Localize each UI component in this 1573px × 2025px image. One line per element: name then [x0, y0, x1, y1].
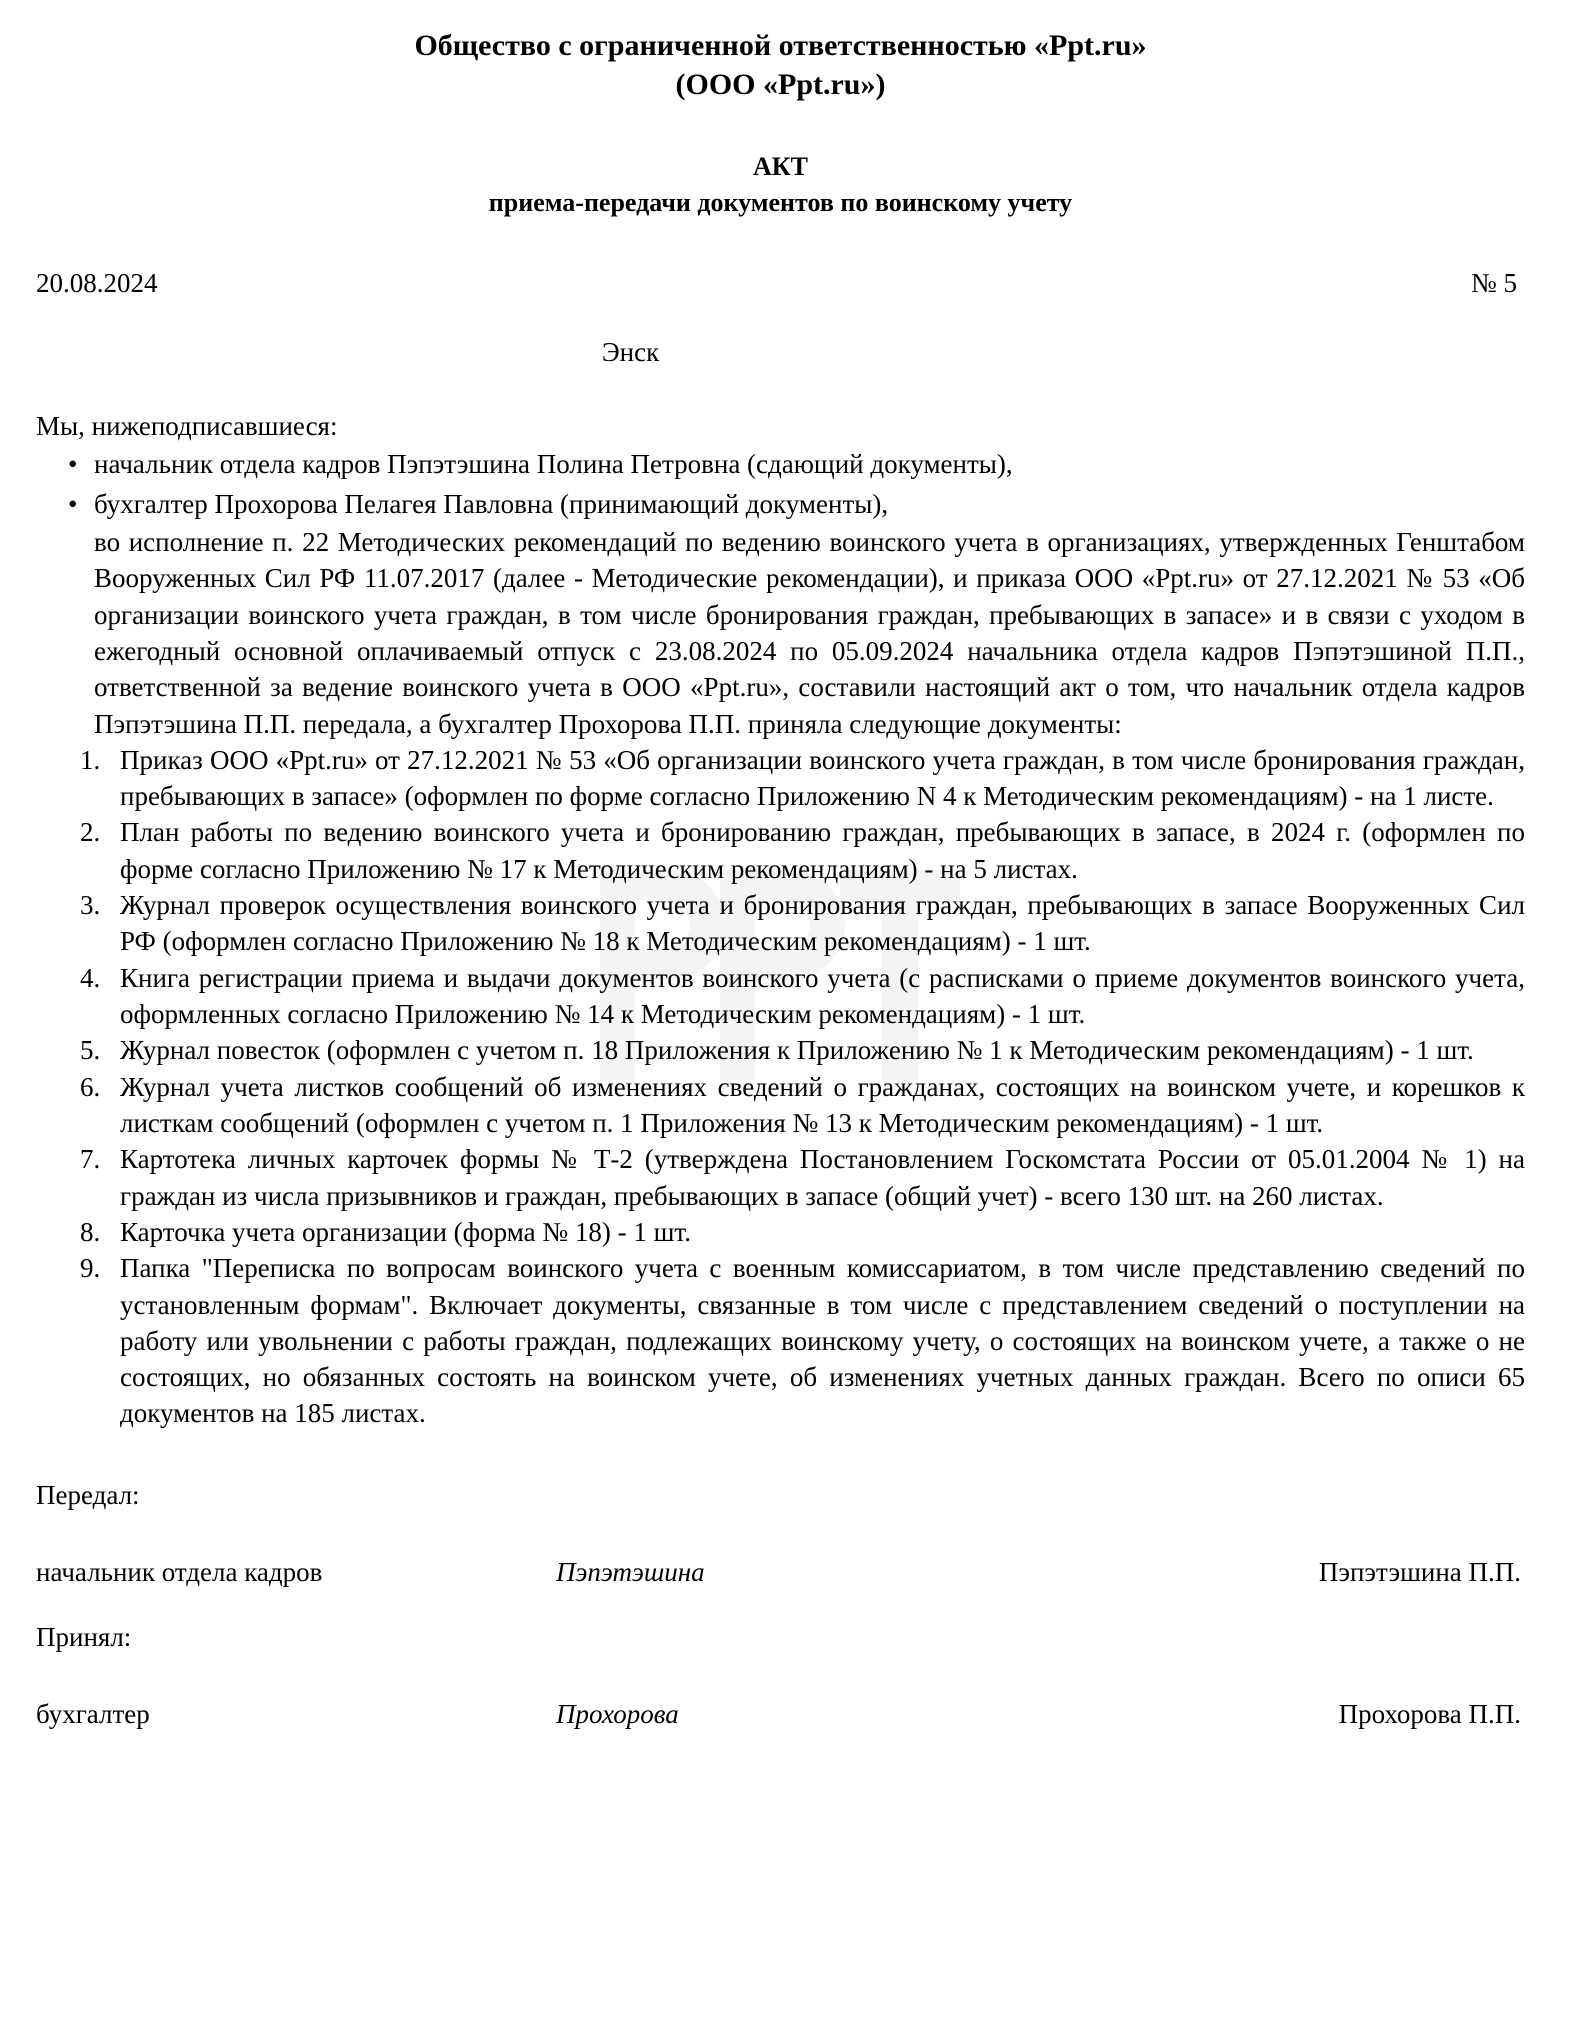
signatory-text: бухгалтер Прохорова Пелагея Павловна (принимающий документы), — [94, 488, 889, 519]
received-label: Принял: — [36, 1621, 132, 1652]
document-item-text: Журнал учета листков сообщений об изменениях сведений о гражданах, состоящих на воинском учете, и корешков к листкам сообщений (оформлен с учетом п. 1 Приложения № 13 к Методическим рекомендациям) - 1 шт. — [120, 1071, 1525, 1138]
list-item — [36, 486, 1525, 522]
intro-lead: Мы, нижеподписавшиеся: — [36, 410, 338, 441]
documents-list — [36, 742, 1525, 1432]
document-item-text: Карточка учета организации (форма № 18) - 1 шт. — [120, 1216, 691, 1247]
act-title: АКТ — [753, 152, 808, 181]
signature-spacer — [36, 1588, 1525, 1622]
bullet-icon: • — [68, 488, 78, 519]
document-item-text: Приказ ООО «Ppt.ru» от 27.12.2021 № 53 «Об организации воинского учета граждан, в том числе бронирования граждан, пребывающих в запасе» (оформлен по форме согласно Приложению N 4 к Методическим рекомендациям) - на 1 листе. — [120, 744, 1525, 812]
organization-title — [36, 26, 1525, 104]
act-subtitle: приема-передачи документов по воинскому учету — [488, 187, 1073, 217]
handed-over-name: Пэпэтэшина П.П. — [1318, 1556, 1521, 1587]
signature-section — [36, 1480, 1525, 1730]
document-item-text: Журнал повесток (оформлен с учетом п. 18 Приложения к Приложению № 1 к Методическим рекомендациям) - 1 шт. — [120, 1035, 1474, 1066]
bullet-icon: • — [68, 448, 78, 479]
list-item — [36, 960, 1525, 1033]
list-item — [36, 1032, 1525, 1068]
organization-short-name: (ООО «Ppt.ru») — [675, 68, 886, 101]
list-item — [36, 446, 1525, 482]
document-item-text: Книга регистрации приема и выдачи документов воинского учета (с расписками о приеме документов воинского учета, оформленных согласно Приложению № 14 к Методическим рекомендациям) - 1 шт. — [120, 962, 1525, 1029]
document-number: № 5 — [1470, 267, 1517, 298]
document-date: 20.08.2024 — [36, 267, 158, 298]
list-item — [36, 1141, 1525, 1214]
handed-over-label: Передал: — [36, 1479, 140, 1510]
signatory-list — [36, 446, 1525, 522]
handed-over-signature: Пэпэтэшина — [556, 1556, 705, 1587]
act-heading — [36, 150, 1525, 220]
document-city: Энск — [601, 336, 660, 367]
document-item-text: Журнал проверок осуществления воинского учета и бронирования граждан, пребывающих в запасе Вооруженных Сил РФ (оформлен согласно Приложению № 18 к Методическим рекомендациям) - 1 шт. — [120, 890, 1525, 957]
received-role: бухгалтер — [36, 1698, 150, 1729]
document-item-text: Папка "Переписка по вопросам воинского учета с военным комиссариатом, в том числе представлению сведений по установленным формам". Включает документы, связанные в том числе с представлением сведений о поступлении на работу или увольнении с работы граждан, подлежащих воинскому учету, о состоящих на воинском учете, а также о не состоящих, но обязанных состоять на воинском учете, об изменениях учетных данных граждан. Всего по описи 65 документов на 185 листах. — [120, 1253, 1525, 1429]
preamble-paragraph: во исполнение п. 22 Методических рекомендаций по ведению воинского учета в организациях, утвержденных Генштабом Вооруженных Сил РФ 11.07.2017 (далее - Методические рекомендации), и приказа ООО «Ppt.ru» от 27.12.2021 № 53 «Об организации воинского учета граждан, в том числе бронирования граждан, пребывающих в запасе» и в связи с уходом в ежегодный основной оплачиваемый отпуск с 23.08.2024 по 05.09.2024 начальника отдела кадров Пэпэтэшиной П.П., ответственной за ведение воинского учета в ООО «Ppt.ru», составили настоящий акт о том, что начальник отдела кадров Пэпэтэшина П.П. передала, а бухгалтер Прохорова П.П. приняла следующие документы: — [94, 526, 1525, 739]
document-item-text: Картотека личных карточек формы № Т-2 (утверждена Постановлением Госкомстата России от 05.01.2004 № 1) на граждан из числа призывников и граждан, пребывающих в запасе (общий учет) - всего 130 шт. на 260 листах. — [120, 1144, 1525, 1211]
received-signature: Прохорова — [556, 1698, 679, 1729]
signatory-text: начальник отдела кадров Пэпэтэшина Полина Петровна (сдающий документы), — [94, 448, 1013, 479]
organization-full-name: Общество с ограниченной ответственностью «Ppt.ru» — [414, 29, 1147, 62]
list-item — [36, 1250, 1525, 1432]
document-meta-row — [36, 268, 1525, 299]
list-item — [36, 814, 1525, 887]
received-name: Прохорова П.П. — [1338, 1698, 1521, 1729]
list-item — [36, 1214, 1525, 1250]
received-row — [36, 1699, 1525, 1730]
list-item — [36, 742, 1525, 815]
handed-over-role: начальник отдела кадров — [36, 1556, 323, 1587]
list-item — [36, 887, 1525, 960]
document-item-text: План работы по ведению воинского учета и бронированию граждан, пребывающих в запасе, в 2024 г. (оформлен по форме согласно Приложению № 17 к Методическим рекомендациям) - на 5 листах. — [120, 817, 1525, 884]
list-item — [36, 1069, 1525, 1142]
handed-over-row — [36, 1557, 1525, 1588]
